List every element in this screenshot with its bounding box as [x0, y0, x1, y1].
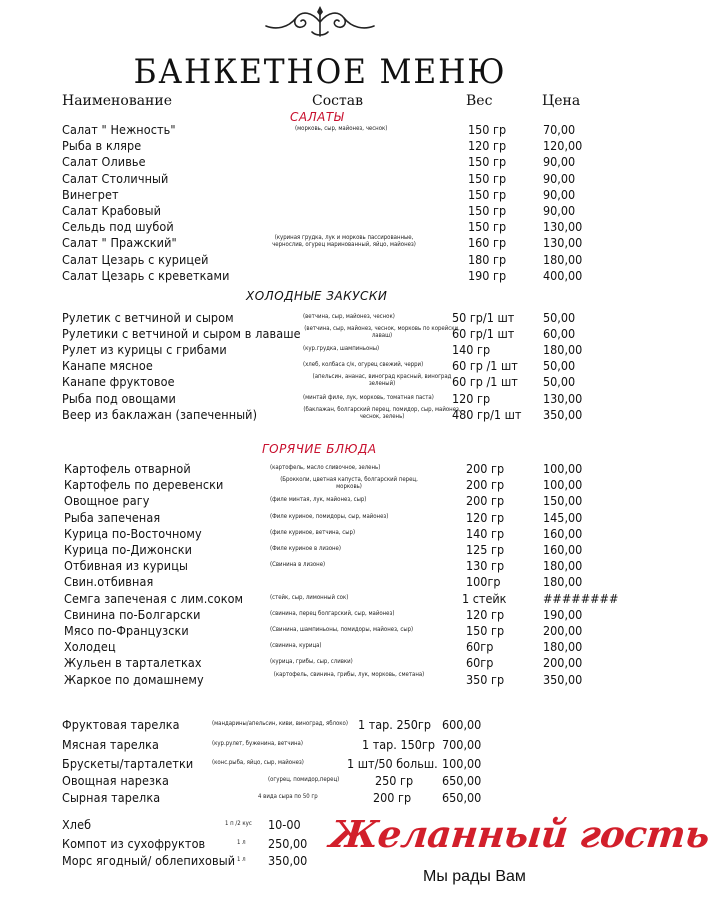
menu-item-weight: 120 гр	[452, 391, 491, 406]
menu-item-composition: (стейк, сыр, лимонный сок)	[270, 594, 349, 601]
platter-weight: 1 шт/50 больш.	[347, 756, 438, 771]
menu-item-composition: (куриная грудка, лук и морковь пассированные, чернослив, огурец маринованный, яйцо, майонез)	[272, 234, 416, 248]
menu-item-name: Салат Оливье	[62, 154, 146, 169]
menu-item-composition: (кур.грудка, шампиньоны)	[303, 345, 380, 352]
menu-item-price: 130,00	[543, 235, 583, 250]
menu-item-weight: 190 гр	[468, 268, 507, 283]
platter-name: Брускеты/тарталетки	[62, 756, 194, 771]
menu-item-price: 190,00	[543, 607, 583, 622]
menu-item-weight: 120 гр	[468, 138, 507, 153]
extra-item-name: Хлеб	[62, 817, 92, 832]
page-title: БАНКЕТНОЕ МЕНЮ	[133, 52, 507, 92]
menu-item-name: Канапе фруктовое	[62, 374, 175, 389]
menu-item-composition: (филе минтая, лук, майонез, сыр)	[270, 496, 367, 503]
platter-weight: 250 гр	[375, 773, 414, 788]
menu-item-name: Сельдь под шубой	[62, 219, 174, 234]
menu-item-name: Курица по-Дижонски	[64, 542, 193, 557]
menu-item-name: Рулетики с ветчиной и сыром в лаваше	[62, 326, 301, 341]
platter-weight: 200 гр	[373, 790, 412, 805]
menu-item-weight: 130 гр	[466, 558, 505, 573]
menu-item-weight: 60гр	[466, 639, 494, 654]
menu-item-price: 160,00	[543, 526, 583, 541]
menu-item-weight: 150 гр	[468, 154, 507, 169]
menu-item-composition: (курица, грибы, сыр, сливки)	[270, 658, 353, 665]
menu-item-composition: (Брокколи, цветная капуста, болгарский перец, морковь)	[280, 476, 418, 490]
menu-item-name: Салат Цезарь с курицей	[62, 252, 209, 267]
menu-item-weight: 1 стейк	[462, 591, 507, 606]
brand-logo: Желанный гость	[327, 812, 711, 856]
menu-item-price: ########	[543, 591, 619, 606]
menu-item-name: Жульен в тарталетках	[64, 655, 202, 670]
menu-item-price: 70,00	[543, 122, 576, 137]
platter-name: Фруктовая тарелка	[62, 717, 180, 732]
menu-item-name: Семга запеченая с лим.соком	[64, 591, 244, 606]
header-weight: Вес	[466, 93, 493, 109]
menu-item-price: 200,00	[543, 623, 583, 638]
platter-price: 650,00	[442, 790, 482, 805]
menu-item-weight: 60 гр /1 шт	[452, 374, 518, 389]
menu-item-price: 350,00	[543, 672, 583, 687]
menu-item-composition: (Филе куриное в лизоне)	[270, 545, 341, 552]
brand-slogan: Мы рады Вам	[423, 868, 526, 885]
menu-item-name: Салат Крабовый	[62, 203, 161, 218]
menu-item-name: Овощное рагу	[64, 493, 150, 508]
menu-item-weight: 180 гр	[468, 252, 507, 267]
menu-item-name: Картофель по деревенски	[64, 477, 224, 492]
menu-item-weight: 50 гр/1 шт	[452, 310, 515, 325]
menu-item-name: Рулетик с ветчиной и сыром	[62, 310, 234, 325]
menu-item-composition: (минтай филе, лук, морковь, томатная паста)	[303, 394, 434, 401]
menu-item-name: Салат Столичный	[62, 171, 169, 186]
menu-item-name: Отбивная из курицы	[64, 558, 188, 573]
platter-weight: 1 тар. 150гр	[362, 737, 435, 752]
menu-item-price: 180,00	[543, 252, 583, 267]
menu-item-weight: 200 гр	[466, 461, 505, 476]
extra-item-volume: 1 л	[237, 856, 246, 863]
menu-item-price: 50,00	[543, 310, 576, 325]
platter-name: Овощная нарезка	[62, 773, 170, 788]
menu-item-name: Салат " Нежность"	[62, 122, 176, 137]
menu-item-weight: 120 гр	[466, 607, 505, 622]
menu-item-weight: 150 гр	[468, 219, 507, 234]
menu-item-price: 145,00	[543, 510, 583, 525]
menu-item-price: 400,00	[543, 268, 583, 283]
menu-item-name: Жаркое по домашнему	[64, 672, 204, 687]
platter-composition: 4 вида сыра по 50 гр	[258, 793, 318, 800]
menu-item-name: Свинина по-Болгарски	[64, 607, 201, 622]
platter-weight: 1 тар. 250гр	[358, 717, 431, 732]
menu-item-weight: 60 гр/1 шт	[452, 326, 515, 341]
menu-item-weight: 160 гр	[468, 235, 507, 250]
menu-item-weight: 200 гр	[466, 493, 505, 508]
menu-item-weight: 150 гр	[468, 187, 507, 202]
extra-item-price: 350,00	[268, 853, 308, 868]
menu-item-name: Рыба под овощами	[62, 391, 176, 406]
menu-item-price: 180,00	[543, 342, 583, 357]
menu-item-price: 50,00	[543, 374, 576, 389]
platter-price: 650,00	[442, 773, 482, 788]
menu-item-price: 100,00	[543, 461, 583, 476]
header-price: Цена	[542, 93, 581, 109]
section-title: ХОЛОДНЫЕ ЗАКУСКИ	[246, 289, 388, 303]
menu-item-composition: (Свинина, шампиньоны, помидоры, майонез, сыр)	[270, 626, 414, 633]
menu-item-name: Канапе мясное	[62, 358, 153, 373]
platter-name: Сырная тарелка	[62, 790, 161, 805]
menu-item-price: 160,00	[543, 542, 583, 557]
menu-item-weight: 150 гр	[468, 122, 507, 137]
platter-price: 700,00	[442, 737, 482, 752]
menu-item-name: Салат Цезарь с креветками	[62, 268, 230, 283]
menu-item-composition: (Свинина в лизоне)	[270, 561, 326, 568]
menu-item-composition: (филе куриное, ветчина, сыр)	[270, 529, 356, 536]
menu-item-price: 180,00	[543, 558, 583, 573]
platter-composition: (мандарины/апельсин, киви, виноград, яблоко)	[212, 720, 348, 727]
menu-item-name: Рыба запеченая	[64, 510, 161, 525]
menu-item-weight: 150 гр	[468, 171, 507, 186]
menu-item-price: 90,00	[543, 171, 576, 186]
menu-item-composition: (картофель, свинина, грибы, лук, морковь, сметана)	[273, 671, 425, 678]
extra-item-volume: 1 л	[237, 839, 246, 846]
menu-item-price: 130,00	[543, 219, 583, 234]
platter-name: Мясная тарелка	[62, 737, 160, 752]
menu-item-price: 200,00	[543, 655, 583, 670]
menu-item-composition: (картофель, масло сливочное, зелень)	[270, 464, 381, 471]
menu-item-weight: 100гр	[466, 574, 501, 589]
menu-item-weight: 480 гр/1 шт	[452, 407, 522, 422]
menu-item-composition: (свинина, перец болгарский, сыр, майонез)	[270, 610, 395, 617]
menu-item-price: 100,00	[543, 477, 583, 492]
menu-item-weight: 60гр	[466, 655, 494, 670]
menu-item-price: 130,00	[543, 391, 583, 406]
menu-item-name: Курица по-Восточному	[64, 526, 202, 541]
menu-item-price: 150,00	[543, 493, 583, 508]
menu-item-price: 180,00	[543, 574, 583, 589]
section-title: ГОРЯЧИЕ БЛЮДА	[262, 442, 377, 456]
menu-item-weight: 60 гр /1 шт	[452, 358, 518, 373]
section-title: САЛАТЫ	[290, 110, 344, 124]
menu-item-name: Картофель отварной	[64, 461, 191, 476]
menu-item-name: Салат " Пражский"	[62, 235, 177, 250]
menu-item-name: Мясо по-Французски	[64, 623, 189, 638]
extra-item-name: Компот из сухофруктов	[62, 836, 206, 851]
menu-item-name: Свин.отбивная	[64, 574, 154, 589]
menu-item-weight: 350 гр	[466, 672, 505, 687]
menu-item-weight: 200 гр	[466, 477, 505, 492]
menu-item-composition: (ветчина, сыр, майонез, чеснок)	[303, 313, 395, 320]
menu-item-price: 60,00	[543, 326, 576, 341]
menu-item-price: 90,00	[543, 154, 576, 169]
menu-item-name: Рыба в кляре	[62, 138, 142, 153]
menu-item-price: 90,00	[543, 187, 576, 202]
menu-item-weight: 150 гр	[466, 623, 505, 638]
menu-item-weight: 140 гр	[466, 526, 505, 541]
extra-item-price: 10-00	[268, 817, 301, 832]
menu-item-name: Холодец	[64, 639, 116, 654]
menu-item-name: Веер из баклажан (запеченный)	[62, 407, 258, 422]
platter-price: 100,00	[442, 756, 482, 771]
menu-item-composition: (баклажан, болгарский перец, помидор, сыр, майонез, чеснок, зелень)	[303, 406, 461, 420]
menu-item-name: Рулет из курицы с грибами	[62, 342, 227, 357]
menu-item-price: 120,00	[543, 138, 583, 153]
menu-item-composition: (свинина, курица)	[270, 642, 322, 649]
extra-item-name: Морс ягодный/ облепиховый	[62, 853, 236, 868]
menu-item-weight: 125 гр	[466, 542, 505, 557]
menu-item-price: 50,00	[543, 358, 576, 373]
menu-item-weight: 120 гр	[466, 510, 505, 525]
menu-item-composition: (ветчина, сыр, майонез, чеснок, морковь по корейски, лаваш)	[304, 325, 460, 339]
menu-item-composition: (хлеб, колбаса с/к, огурец свежий, черри)	[303, 361, 424, 368]
header-name: Наименование	[62, 93, 172, 109]
menu-item-name: Винегрет	[62, 187, 119, 202]
menu-item-price: 90,00	[543, 203, 576, 218]
decorative-ornament	[262, 6, 378, 40]
menu-item-composition: (апельсин, ананас, виноград красный, виноград зеленый)	[312, 373, 452, 387]
platter-composition: (огурец, помидор,перец)	[268, 776, 340, 783]
platter-price: 600,00	[442, 717, 482, 732]
menu-item-composition: (Филе куриное, помидоры, сыр, майонез)	[270, 513, 389, 520]
extra-item-volume: 1 п /2 кус	[225, 820, 252, 827]
menu-item-weight: 150 гр	[468, 203, 507, 218]
menu-item-price: 350,00	[543, 407, 583, 422]
menu-item-weight: 140 гр	[452, 342, 491, 357]
menu-item-price: 180,00	[543, 639, 583, 654]
platter-composition: (конс.рыба, яйцо, сыр, майонез)	[212, 759, 304, 766]
header-composition: Состав	[312, 93, 363, 109]
platter-composition: (кур.рулет, буженина, ветчина)	[212, 740, 303, 747]
extra-item-price: 250,00	[268, 836, 308, 851]
menu-item-composition: (морковь, сыр, майонез, чеснок)	[295, 125, 388, 132]
